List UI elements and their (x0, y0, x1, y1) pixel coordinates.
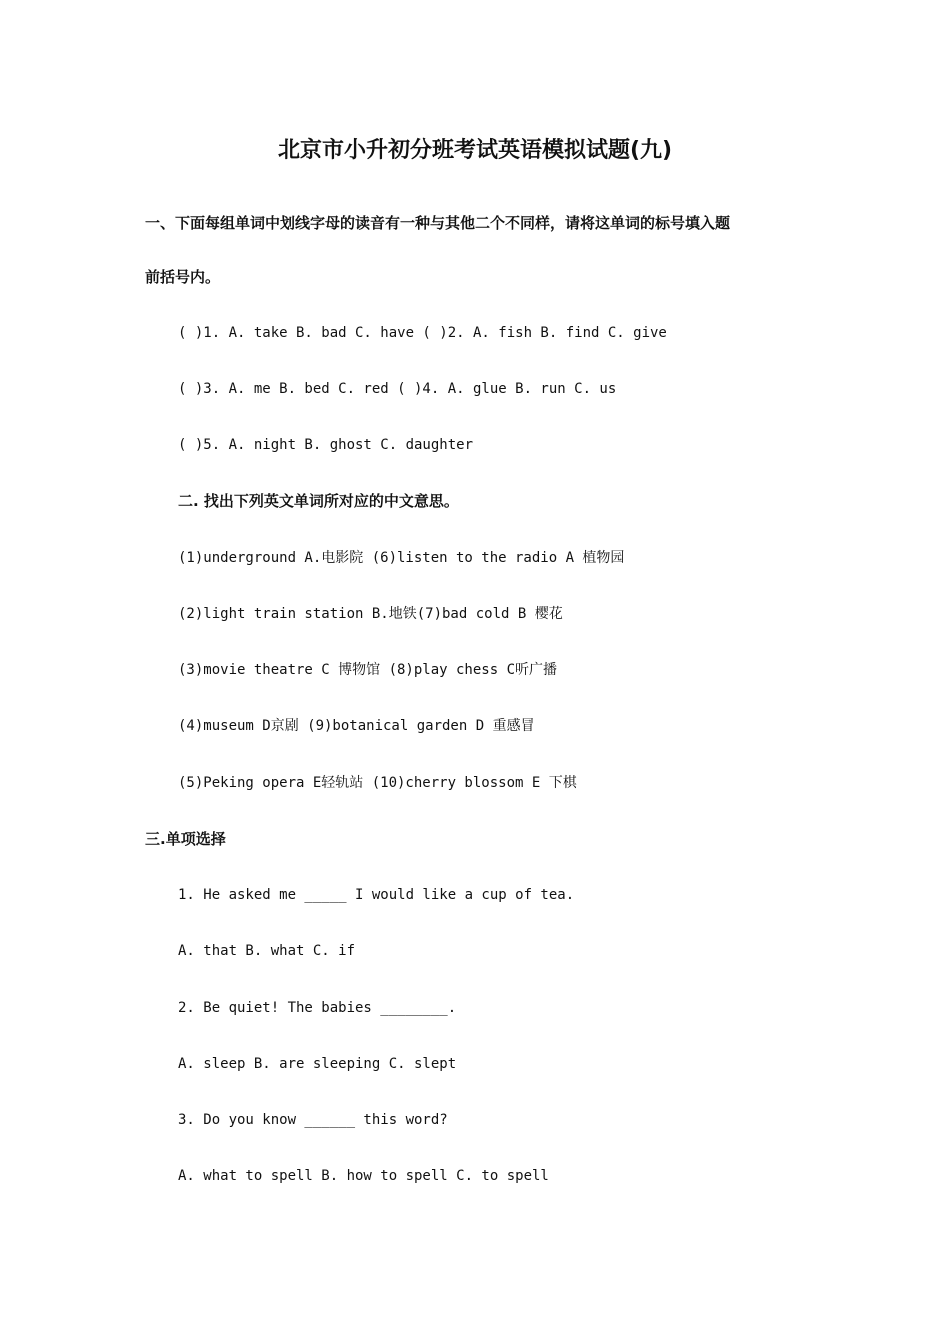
section1-heading-line1: 一、下面每组单词中划线字母的读音有一种与其他二个不同样，请将这单词的标号填入题 (145, 214, 731, 232)
section3-heading: 三.单项选择 (145, 830, 226, 848)
section1-heading-line2: 前括号内。 (145, 268, 221, 286)
choice-question: 1. He asked me _____ I would like a cup of tea. (178, 887, 575, 903)
choice-question: 3. Do you know ______ this word? (178, 1112, 448, 1128)
choice-options: A. sleep B. are sleeping C. slept (178, 1056, 457, 1072)
section2-heading: 二. 找出下列英文单词所对应的中文意思。 (178, 492, 459, 510)
choice-options: A. what to spell B. how to spell C. to spell (178, 1168, 549, 1184)
question-line: ( )3. A. me B. bed C. red ( )4. A. glue B. run C. us (178, 381, 617, 397)
choice-options: A. that B. what C. if (178, 943, 356, 959)
question-line: ( )1. A. take B. bad C. have ( )2. A. fish B. find C. give (178, 325, 667, 341)
question-line: ( )5. A. night B. ghost C. daughter (178, 437, 474, 453)
vocab-line: (2)light train station B.地铁(7)bad cold B 樱花 (178, 606, 563, 622)
page-title: 北京市小升初分班考试英语模拟试题(九) (277, 138, 673, 163)
choice-question: 2. Be quiet! The babies ________. (178, 1000, 457, 1016)
vocab-line: (4)museum D京剧 (9)botanical garden D 重感冒 (178, 718, 535, 734)
vocab-line: (3)movie theatre C 博物馆 (8)play chess C听广播 (178, 662, 558, 678)
vocab-line: (1)underground A.电影院 (6)listen to the radio A 植物园 (178, 550, 625, 566)
vocab-line: (5)Peking opera E轻轨站 (10)cherry blossom E 下棋 (178, 775, 577, 791)
